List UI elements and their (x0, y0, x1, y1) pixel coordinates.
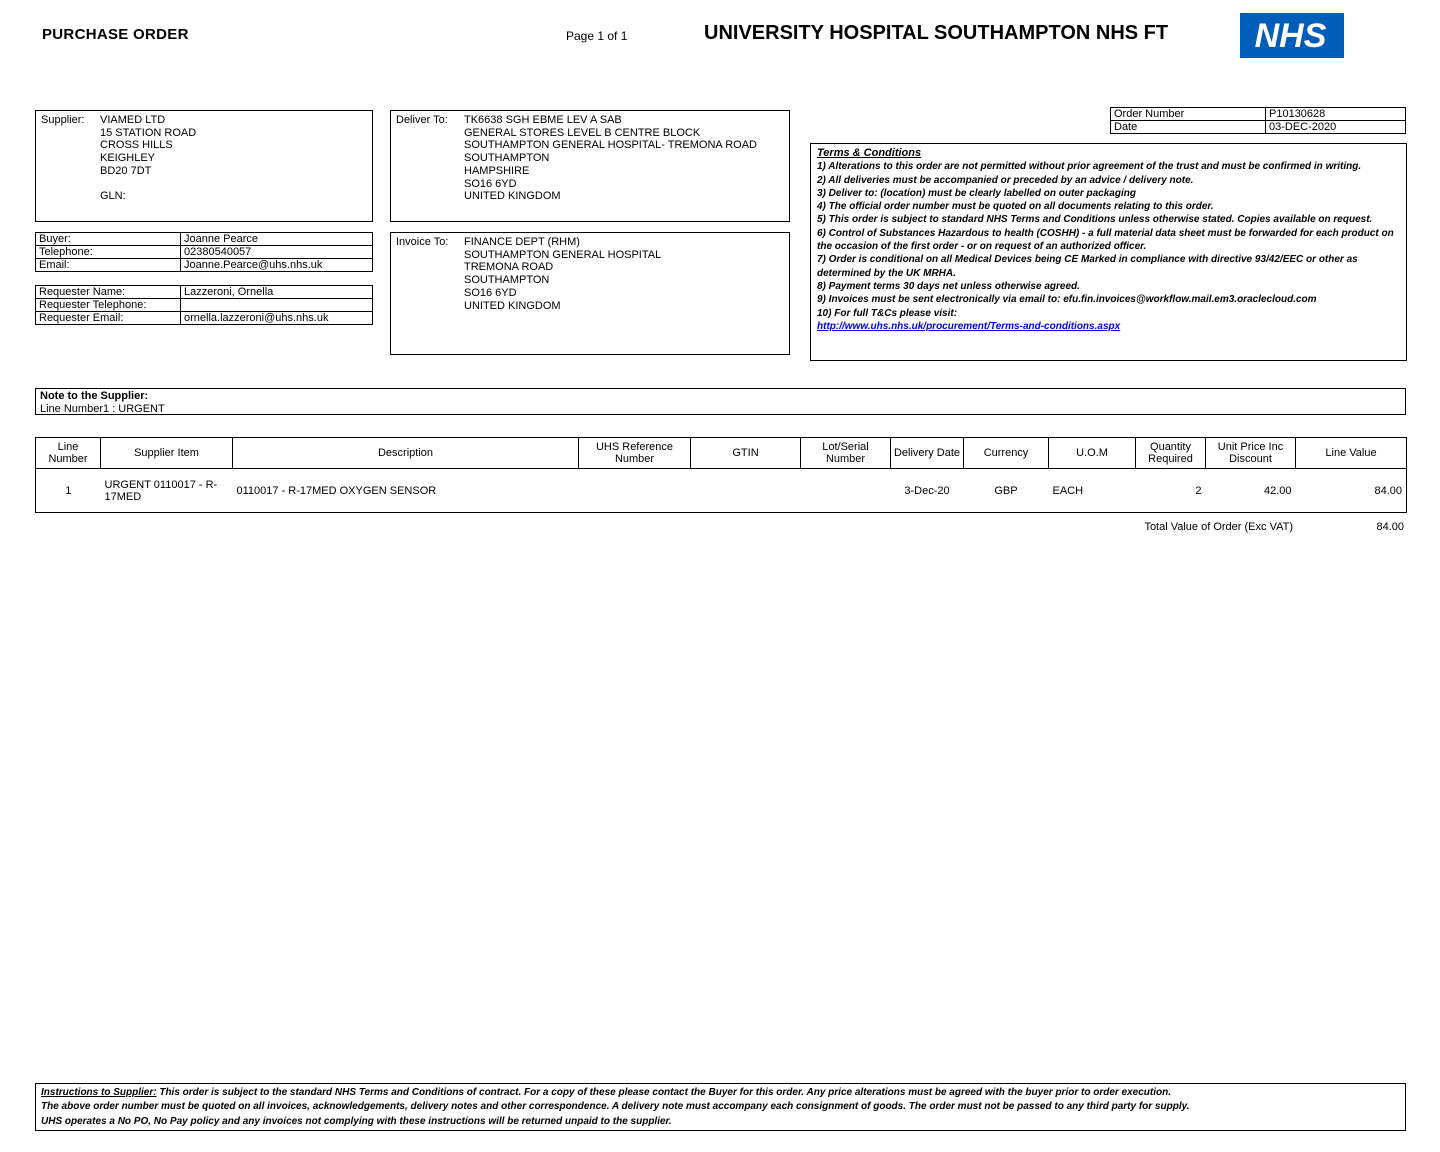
item-supplier-item: URGENT 0110017 - R-17MED (104, 478, 218, 503)
page-indicator: Page 1 of 1 (566, 29, 628, 43)
supplier-address (100, 111, 372, 203)
terms-and-conditions-box (810, 143, 1407, 361)
buyer-email-row (36, 259, 373, 272)
requester-email-label: Requester Email: (36, 312, 181, 325)
order-date-label: Date (1111, 121, 1266, 134)
order-date-row (1111, 121, 1406, 134)
buyer-telephone-row (36, 246, 373, 259)
terms-item-6: 6) Control of Substances Hazardous to health (COSHH) - a full material data sheet must be forwarded for each product on the occasion of the first order - or on request of an authorized officer. (817, 227, 1394, 253)
order-number-label: Order Number (1111, 108, 1266, 121)
deliver-to-address-line: SOUTHAMPTON GENERAL HOSPITAL- TREMONA ROAD (464, 139, 757, 152)
instructions-text-3: UHS operates a No PO, No Pay policy and any invoices not complying with these instructions will be returned unpaid to the supplier. (41, 1115, 672, 1127)
buyer-table (35, 232, 373, 272)
order-number-row (1111, 108, 1406, 121)
invoice-to-address-line: SOUTHAMPTON (464, 274, 550, 287)
item-gtin (691, 469, 801, 513)
requester-table (35, 285, 373, 325)
header-supplier-item: Supplier Item (101, 438, 233, 469)
deliver-to-box (390, 110, 790, 222)
deliver-to-address-line: GENERAL STORES LEVEL B CENTRE BLOCK (464, 126, 701, 139)
instructions-paragraph-1 (41, 1086, 1400, 1100)
terms-item-9: 9) Invoices must be sent electronically via email to: efu.fin.invoices@workflow.mail.em3.oraclecloud.com (817, 294, 1317, 306)
invoice-to-address-line: SO16 6YD (464, 286, 517, 299)
item-uom: EACH (1052, 484, 1084, 497)
header-description: Description (233, 438, 579, 469)
order-total-row (35, 521, 1406, 535)
item-unit-price: 42.00 (1263, 484, 1292, 497)
note-to-supplier-box (35, 388, 1406, 415)
item-line-number: 1 (65, 484, 72, 497)
supplier-address-line: 15 STATION ROAD (100, 126, 197, 139)
deliver-to-address-line: TK6638 SGH EBME LEV A SAB (464, 114, 622, 126)
requester-name-value: Lazzeroni, Ornella (181, 286, 373, 299)
document-title: PURCHASE ORDER (42, 26, 189, 43)
buyer-name-value: Joanne Pearce (181, 233, 373, 246)
items-header-row (36, 438, 1407, 469)
buyer-email-label: Email: (36, 259, 181, 272)
instructions-text-2: The above order number must be quoted on all invoices, acknowledgements, delivery notes and other correspondence. A delivery note must accompany each consignment of goods. The order must not be passed to any third party for supply. (41, 1101, 1190, 1113)
order-items-table (35, 437, 1407, 513)
order-date-value: 03-DEC-2020 (1266, 121, 1406, 134)
instructions-text-1: This order is subject to the standard NHS Terms and Conditions of contract. For a copy of these please contact the Buyer for this order. Any price alterations must be agreed with the buyer prior to order execution. (159, 1087, 1172, 1098)
nhs-logo (1240, 13, 1344, 58)
header-currency: Currency (964, 438, 1049, 469)
instructions-title: Instructions to Supplier: (41, 1087, 157, 1098)
instructions-to-supplier-box (35, 1083, 1406, 1131)
invoice-to-box (390, 232, 790, 355)
terms-item-2: 2) All deliveries must be accompanied or preceded by an advice / delivery note. (817, 174, 1194, 186)
supplier-address-line: VIAMED LTD (100, 114, 166, 126)
note-to-supplier-text: Line Number1 : URGENT (40, 402, 165, 415)
requester-name-row (36, 286, 373, 299)
item-description: 0110017 - R-17MED OXYGEN SENSOR (236, 484, 437, 497)
nhs-logo-text: NHS (1254, 16, 1327, 55)
terms-title: Terms & Conditions (817, 147, 922, 159)
deliver-to-address (464, 111, 789, 203)
item-row (36, 469, 1407, 513)
terms-item-4: 4) The official order number must be quoted on all documents relating to this order. (817, 201, 1214, 213)
terms-and-conditions-link[interactable]: http://www.uhs.nhs.uk/procurement/Terms-and-conditions.aspx (817, 320, 1121, 332)
order-info-table (1110, 107, 1406, 134)
buyer-email-value: Joanne.Pearce@uhs.nhs.uk (181, 259, 373, 272)
invoice-to-address-line: TREMONA ROAD (464, 261, 554, 274)
invoice-to-address-line: FINANCE DEPT (RHM) (464, 236, 580, 248)
deliver-to-address-line: SOUTHAMPTON (464, 152, 550, 165)
supplier-label: Supplier: (41, 114, 85, 126)
header-uhs-reference: UHS Reference Number (579, 438, 691, 469)
supplier-address-line: CROSS HILLS (100, 139, 173, 152)
terms-item-8: 8) Payment terms 30 days net unless otherwise agreed. (817, 280, 1080, 292)
buyer-name-row (36, 233, 373, 246)
header-line-value: Line Value (1296, 438, 1407, 469)
invoice-to-label: Invoice To: (396, 236, 449, 248)
header-lot-serial: Lot/Serial Number (801, 438, 891, 469)
deliver-to-address-line: UNITED KINGDOM (464, 190, 561, 203)
supplier-address-line (100, 178, 372, 191)
requester-email-row (36, 312, 373, 325)
item-uhs-reference (579, 469, 691, 513)
terms-item-1: 1) Alterations to this order are not permitted without prior agreement of the trust and must be confirmed in writing. (817, 161, 1362, 173)
requester-email-value: ornella.lazzeroni@uhs.nhs.uk (181, 312, 373, 325)
buyer-telephone-label: Telephone: (36, 246, 181, 259)
deliver-to-address-line: HAMPSHIRE (464, 164, 530, 177)
terms-item-5: 5) This order is subject to standard NHS Terms and Conditions unless otherwise stated. Copies available on request. (817, 214, 1373, 226)
order-total-value: 84.00 (1376, 521, 1404, 533)
header-delivery-date: Delivery Date (891, 438, 964, 469)
header-gtin: GTIN (691, 438, 801, 469)
invoice-to-address-line: UNITED KINGDOM (464, 299, 561, 312)
terms-item-10: 10) For full T&Cs please visit: (817, 307, 958, 319)
terms-item-7: 7) Order is conditional on all Medical Devices being CE Marked in compliance with directive 93/42/EEC or other as determined by the UK MRHA. (817, 254, 1358, 279)
buyer-telephone-value: 02380540057 (181, 246, 373, 259)
requester-telephone-row (36, 299, 373, 312)
item-currency: GBP (994, 484, 1018, 497)
header-unit-price: Unit Price Inc Discount (1206, 438, 1296, 469)
item-lot-serial (801, 469, 891, 513)
order-number-value: P10130628 (1266, 108, 1406, 121)
supplier-address-line: BD20 7DT (100, 164, 152, 177)
supplier-gln-label: GLN: (100, 190, 126, 203)
invoice-to-address (464, 233, 789, 312)
order-total-label: Total Value of Order (Exc VAT) (1144, 521, 1293, 533)
deliver-to-address-line: SO16 6YD (464, 177, 517, 190)
requester-telephone-value (181, 299, 373, 312)
header-line-number: Line Number (36, 438, 101, 469)
note-to-supplier-title: Note to the Supplier: (40, 390, 149, 402)
deliver-to-label: Deliver To: (396, 114, 448, 126)
item-quantity: 2 (1195, 484, 1202, 497)
header-quantity: Quantity Required (1136, 438, 1206, 469)
buyer-label: Buyer: (36, 233, 181, 246)
requester-name-label: Requester Name: (36, 286, 181, 299)
item-line-value: 84.00 (1374, 484, 1402, 497)
item-delivery-date: 3-Dec-20 (904, 484, 950, 497)
supplier-box (35, 110, 373, 222)
header-uom: U.O.M (1049, 438, 1136, 469)
requester-telephone-label: Requester Telephone: (36, 299, 181, 312)
terms-item-3: 3) Deliver to: (location) must be clearly labelled on outer packaging (817, 187, 1136, 199)
invoice-to-address-line: SOUTHAMPTON GENERAL HOSPITAL (464, 248, 662, 261)
organisation-title: UNIVERSITY HOSPITAL SOUTHAMPTON NHS FT (704, 22, 1169, 44)
supplier-address-line: KEIGHLEY (100, 152, 156, 165)
